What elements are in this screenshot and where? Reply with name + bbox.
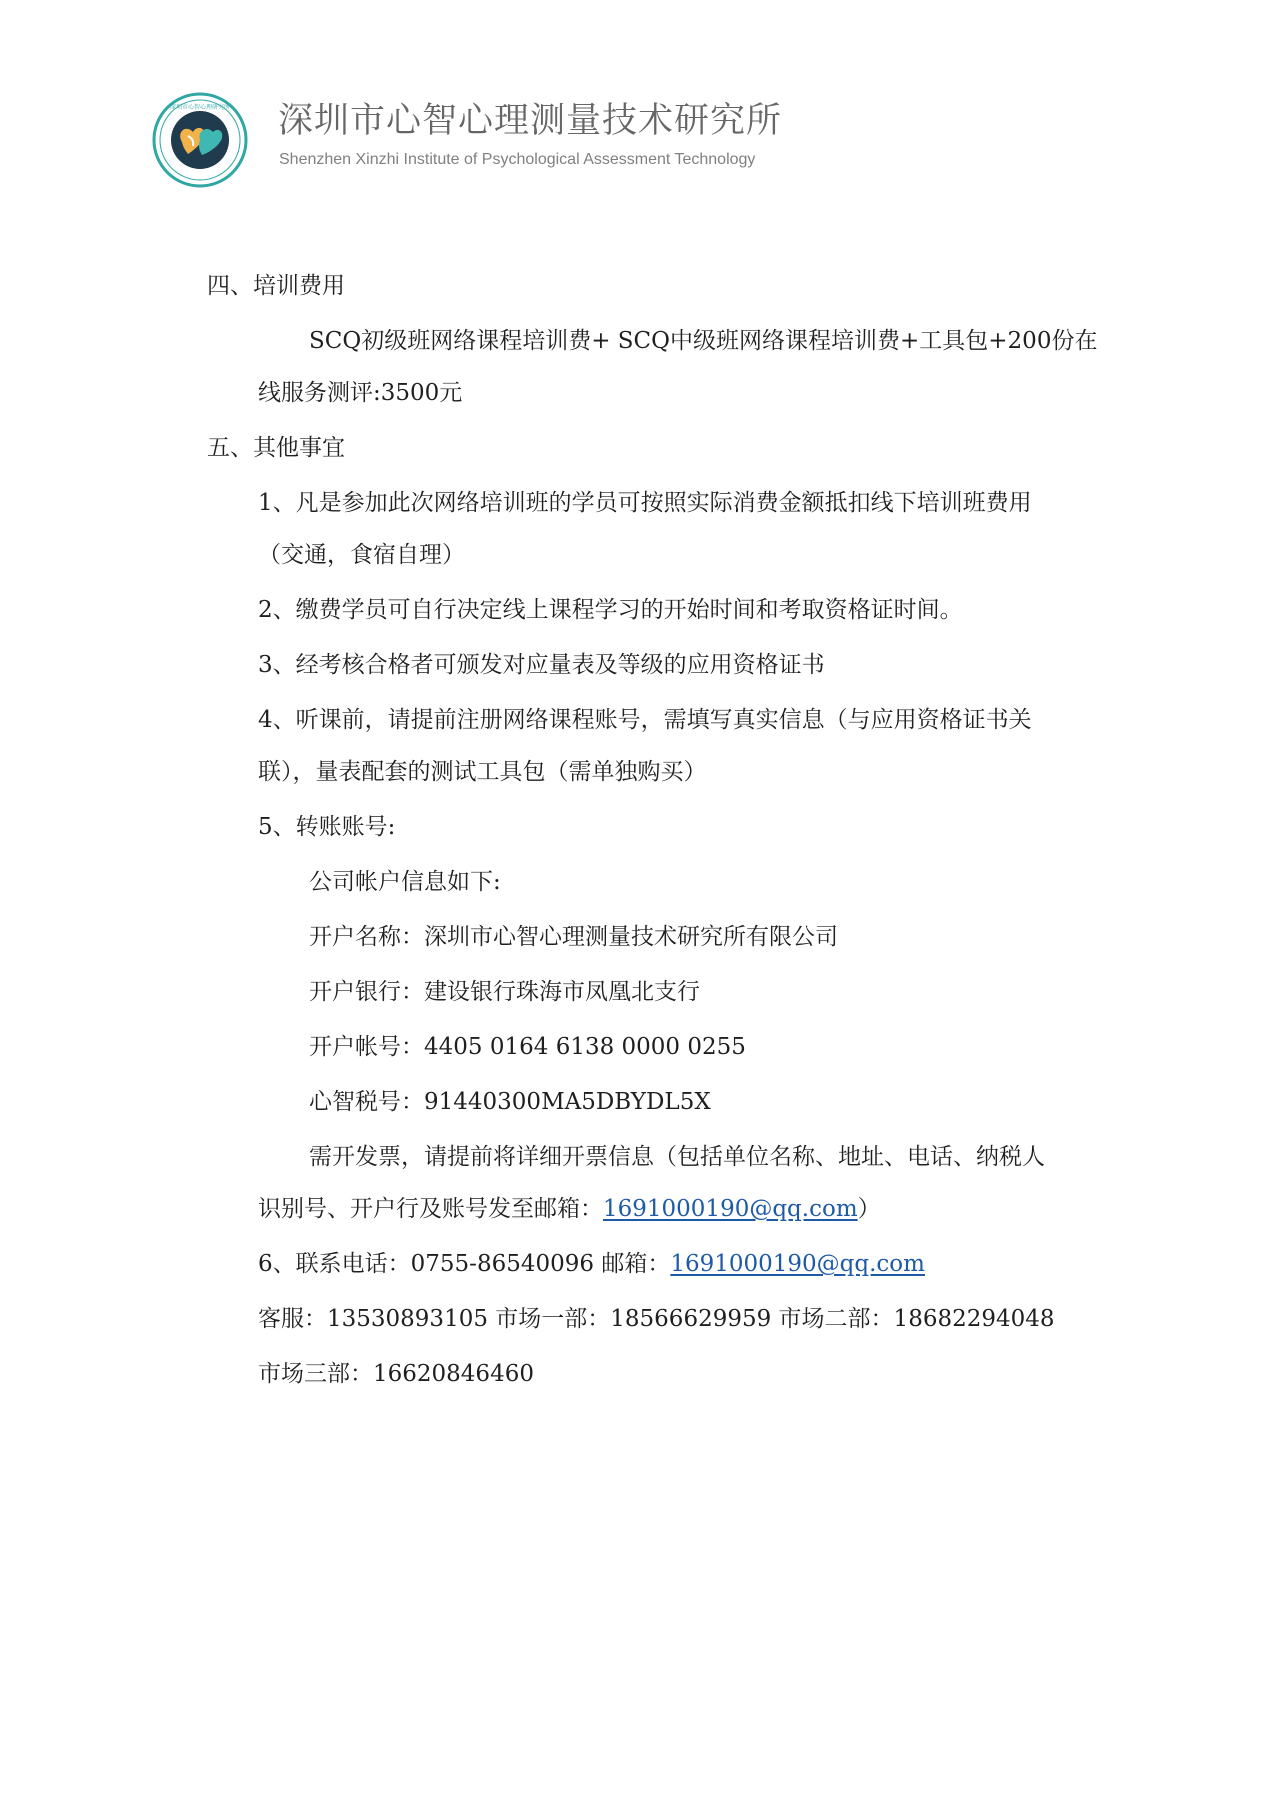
item-5-title: 5、转账账号: [258, 814, 396, 840]
account-name: 开户名称：深圳市心智心理测量技术研究所有限公司 [309, 924, 838, 950]
contacts-line-1: 客服：13530893105 市场一部：18566629959 市场二部：18682294048 [258, 1306, 1055, 1332]
org-name-en: Shenzhen Xinzhi Institute of Psychological Assessment Technology [279, 151, 756, 168]
section-5-title: 五、其他事宜 [207, 435, 345, 461]
invoice-email-link[interactable]: 1691000190@qq.com [603, 1196, 858, 1222]
org-name-cn: 深圳市心智心理测量技术研究所 [278, 101, 783, 141]
invoice-line-2-suffix: ） [857, 1196, 881, 1222]
item-1-line-1: 1、凡是参加此次网络培训班的学员可按照实际消费金额抵扣线下培训班费用 [258, 490, 1032, 516]
tax-id: 心智税号：91440300MA5DBYDL5X [309, 1089, 711, 1115]
invoice-line-1: 需开发票，请提前将详细开票信息（包括单位名称、地址、电话、纳税人 [309, 1144, 1045, 1170]
account-bank: 开户银行：建设银行珠海市凤凰北支行 [309, 979, 700, 1005]
account-number: 开户帐号：4405 0164 6138 0000 0255 [309, 1034, 746, 1060]
contacts-line-2: 市场三部：16620846460 [258, 1361, 534, 1387]
fee-line-2: 线服务测评:3500元 [258, 380, 463, 406]
contact-email-link[interactable]: 1691000190@qq.com [670, 1251, 925, 1277]
item-6-prefix: 6、联系电话：0755-86540096 邮箱： [258, 1251, 671, 1277]
item-1-line-2: （交通，食宿自理） [258, 542, 465, 568]
item-2: 2、缴费学员可自行决定线上课程学习的开始时间和考取资格证时间。 [258, 597, 963, 623]
fee-line-1: SCQ初级班网络课程培训费+ SCQ中级班网络课程培训费+工具包+200份在 [309, 328, 1098, 354]
invoice-line-2 [258, 1198, 881, 1221]
invoice-line-2-prefix: 识别号、开户行及账号发至邮箱： [258, 1196, 603, 1222]
item-3: 3、经考核合格者可颁发对应量表及等级的应用资格证书 [258, 652, 825, 678]
section-4-title: 四、培训费用 [207, 273, 345, 299]
item-4-line-2: 联），量表配套的测试工具包（需单独购买） [258, 759, 707, 785]
item-6 [258, 1253, 925, 1276]
account-intro: 公司帐户信息如下: [309, 869, 501, 895]
svg-text:深圳市心智心理研究所: 深圳市心智心理研究所 [169, 104, 231, 111]
item-4-line-1: 4、听课前，请提前注册网络课程账号，需填写真实信息（与应用资格证书关 [258, 707, 1032, 733]
